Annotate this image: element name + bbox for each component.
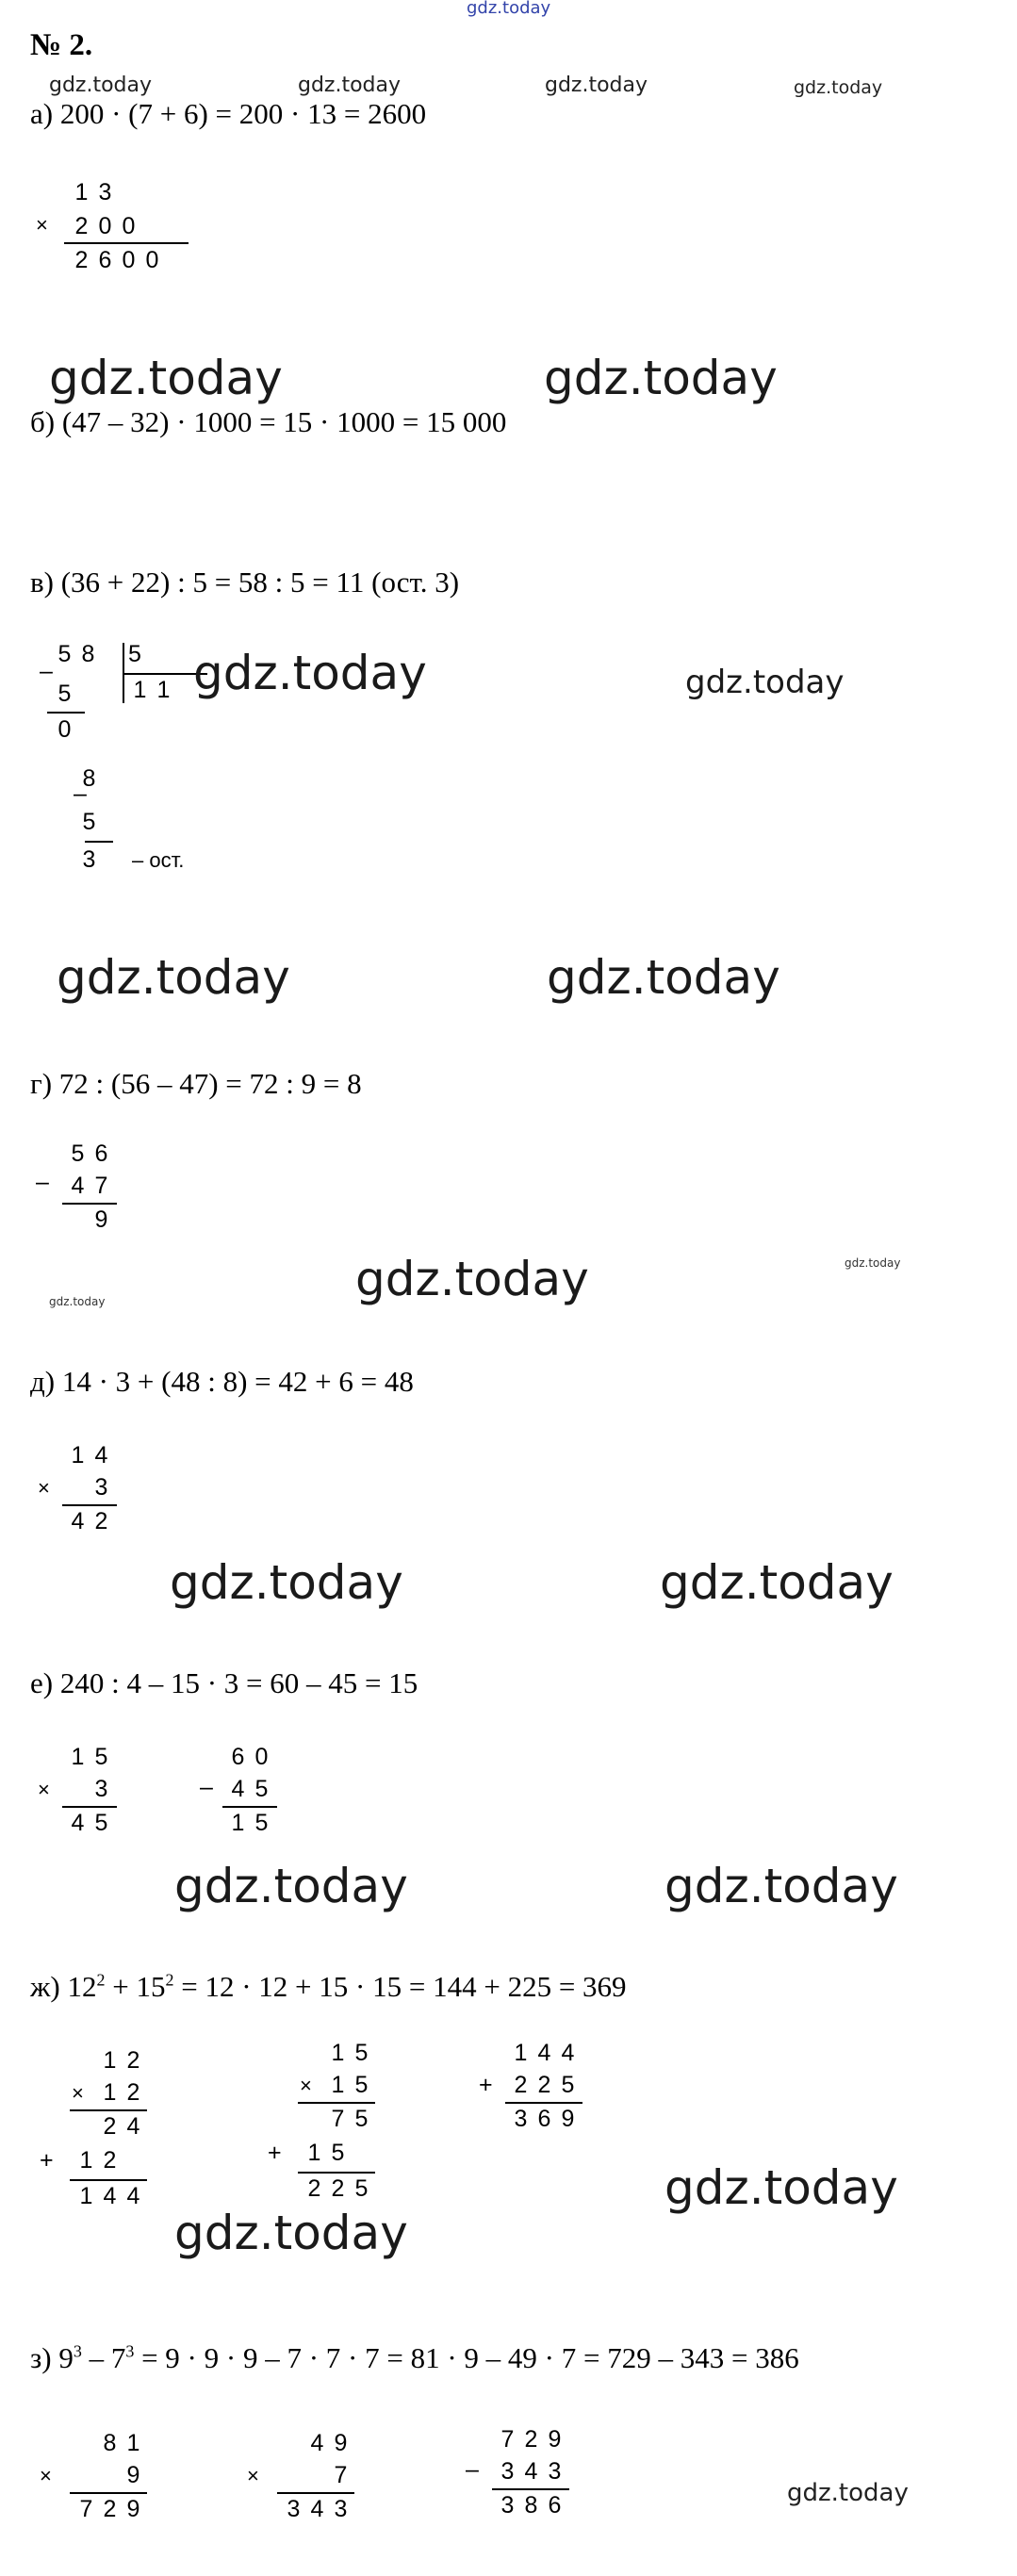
- task-number: № 2.: [30, 28, 93, 62]
- watermark: gdz.today: [544, 351, 778, 405]
- watermark: gdz.today: [49, 74, 153, 97]
- equation-g: г) 72 : (56 – 47) = 72 : 9 = 8: [30, 1067, 362, 1100]
- equation-z: з) $9^3 - 7^3 = 9 \cdot 9 \cdot 9 - 7 \cdot 7 \cdot 7 = 81 \cdot 9 - 49 \cdot 7 = 729 - 343 = 386$: [30, 2341, 799, 2374]
- watermark: gdz.today: [845, 1256, 901, 1270]
- watermark: gdz.today: [174, 1859, 408, 1913]
- calc-v-division: 5 8 – 5 1 1 5 0 8 – 5 3 – ост.: [38, 641, 207, 943]
- equation-zh: ж) $12^2 + 15^2 = 12 \cdot 12 + 15 \cdot 15 = 144 + 225 = 369$: [30, 1970, 627, 2003]
- watermark: gdz.today: [787, 2479, 909, 2507]
- watermark: gdz.today: [170, 1555, 403, 1610]
- watermark: gdz.today: [49, 351, 283, 405]
- watermark: gdz.today: [664, 2160, 898, 2215]
- calc-z-multiplication-81: 8 1 × 9 7 2 9: [36, 2430, 168, 2543]
- calc-zh-addition: 1 4 4 + 2 2 5 3 6 9: [479, 2040, 611, 2153]
- calc-e-subtraction: 6 0 – 4 5 1 5: [196, 1744, 309, 1847]
- watermark: gdz.today: [193, 646, 427, 700]
- watermark: gdz.today: [57, 950, 290, 1005]
- calc-d-multiplication: 1 4 × 3 4 2: [36, 1442, 149, 1546]
- calc-zh-multiplication-15: 1 5 × 1 5 7 5 + 1 5 2 2 5: [264, 2040, 405, 2219]
- equation-b: б) (47 – 32) · 1000 = 15 · 1000 = 15 000: [30, 405, 507, 438]
- watermark: gdz.today: [49, 1295, 106, 1308]
- top-watermark: gdz.today: [467, 0, 551, 18]
- calc-e-multiplication: 1 5 × 3 4 5: [36, 1744, 149, 1847]
- calc-zh-multiplication-12: 1 2 × 1 2 2 4 + 1 2 1 4 4: [36, 2047, 177, 2226]
- calc-z-subtraction: 7 2 9 – 3 4 3 3 8 6: [466, 2426, 598, 2539]
- watermark: gdz.today: [794, 77, 883, 98]
- equation-v: в) (36 + 22) : 5 = 58 : 5 = 11 (ост. 3): [30, 566, 460, 599]
- watermark: gdz.today: [660, 1555, 894, 1610]
- equation-d: д) 14 · 3 + (48 : 8) = 42 + 6 = 48: [30, 1365, 414, 1398]
- calc-z-multiplication-49: 4 9 × 7 3 4 3: [243, 2430, 375, 2543]
- watermark: gdz.today: [174, 2206, 408, 2260]
- watermark: gdz.today: [685, 664, 845, 701]
- watermark: gdz.today: [355, 1252, 589, 1306]
- watermark: gdz.today: [298, 74, 402, 97]
- equation-a: а) 200 · (7 + 6) = 200 · 13 = 2600: [30, 97, 427, 130]
- equation-e: е) 240 : 4 – 15 · 3 = 60 – 45 = 15: [30, 1666, 418, 1699]
- calc-g-subtraction: 5 6 – 4 7 9: [36, 1140, 149, 1244]
- calc-a-multiplication: 1 3 × 2 0 0 2 6 0 0: [36, 179, 205, 283]
- watermark: gdz.today: [547, 950, 780, 1005]
- watermark: gdz.today: [664, 1859, 898, 1913]
- watermark: gdz.today: [545, 74, 648, 97]
